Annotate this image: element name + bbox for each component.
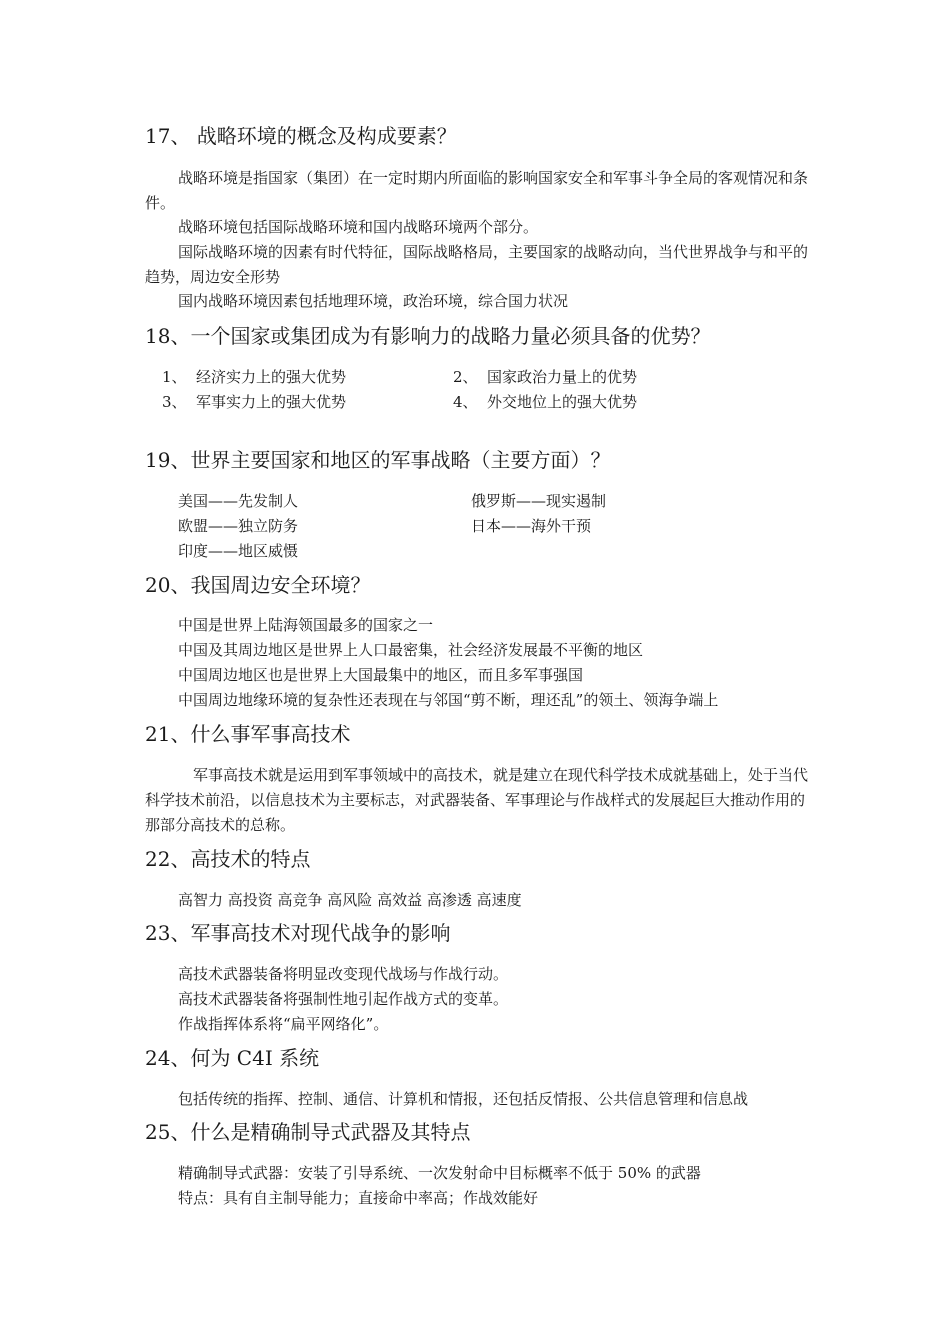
list-item-text: 外交地位上的强大优势	[487, 393, 638, 411]
list-item	[453, 390, 637, 414]
section-21-paragraph: 军事高技术就是运用到军事领域中的高技术，就是建立在现代科学技术成就基础上，处于当代科学技术前沿，以信息技术为主要标志，对武器装备、军事理论与作战样式的发展起巨大推动作用的那部分高技术的总称。	[145, 766, 809, 834]
text-line: 中国周边地区也是世界上大国最集中的地区，而且多军事强国	[178, 666, 584, 684]
list-item-number: 4、	[453, 393, 478, 411]
section-21-title: 21、什么事军事高技术	[145, 722, 351, 746]
section-17-para-4: 国内战略环境因素包括地理环境，政治环境，综合国力状况	[178, 292, 569, 310]
list-item: 欧盟——独立防务	[178, 517, 299, 535]
section-22-title: 22、高技术的特点	[145, 847, 311, 871]
section-23-title: 23、军事高技术对现代战争的影响	[145, 921, 451, 945]
list-item: 俄罗斯——现实遏制	[471, 492, 607, 510]
section-17-para-3: 国际战略环境的因素有时代特征，国际战略格局，主要国家的战略动向，当代世界战争与和平的趋势，周边安全形势	[145, 243, 809, 286]
list-item: 美国——先发制人	[178, 492, 299, 510]
list-item: 日本——海外干预	[471, 517, 592, 535]
list-item-text: 军事实力上的强大优势	[196, 393, 347, 411]
list-item-number: 2、	[453, 368, 478, 386]
text-line: 特点：具有自主制导能力；直接命中率高；作战效能好	[178, 1189, 539, 1207]
text-line: 中国及其周边地区是世界上人口最密集，社会经济发展最不平衡的地区	[178, 641, 644, 659]
text-line: 中国是世界上陆海领国最多的国家之一	[178, 616, 434, 634]
list-item	[453, 365, 637, 389]
list-item	[162, 365, 346, 389]
text-line: 包括传统的指挥、控制、通信、计算机和情报，还包括反情报、公共信息管理和信息战	[178, 1090, 749, 1108]
text-line: 作战指挥体系将“扁平网络化”。	[178, 1015, 389, 1033]
list-item-number: 3、	[162, 393, 187, 411]
section-17-title: 17、 战略环境的概念及构成要素？	[145, 124, 457, 148]
text-line: 高技术武器装备将强制性地引起作战方式的变革。	[178, 990, 509, 1008]
list-item: 印度——地区威慑	[178, 542, 299, 560]
text-line: 精确制导式武器：安装了引导系统、一次发射命中目标概率不低于 50% 的武器	[178, 1164, 701, 1182]
text-line: 高智力 高投资 高竞争 高风险 高效益 高渗透 高速度	[178, 891, 522, 909]
section-17-para-1: 战略环境是指国家（集团）在一定时期内所面临的影响国家安全和军事斗争全局的客观情况和条件。	[145, 169, 809, 212]
section-17-para-2: 战略环境包括国际战略环境和国内战略环境两个部分。	[178, 218, 539, 236]
list-item-text: 国家政治力量上的优势	[487, 368, 638, 386]
text-line: 高技术武器装备将明显改变现代战场与作战行动。	[178, 965, 509, 983]
section-18-title: 18、一个国家或集团成为有影响力的战略力量必须具备的优势？	[145, 324, 711, 348]
list-item-text: 经济实力上的强大优势	[196, 368, 347, 386]
text-line: 中国周边地缘环境的复杂性还表现在与邻国“剪不断，理还乱”的领土、领海争端上	[178, 691, 719, 709]
section-25-title: 25、什么是精确制导式武器及其特点	[145, 1120, 471, 1144]
section-19-title: 19、世界主要国家和地区的军事战略（主要方面）？	[145, 448, 611, 472]
list-item	[162, 390, 346, 414]
section-20-title: 20、我国周边安全环境？	[145, 573, 371, 597]
section-24-title: 24、何为 C4I 系统	[145, 1046, 320, 1070]
list-item-number: 1、	[162, 368, 187, 386]
